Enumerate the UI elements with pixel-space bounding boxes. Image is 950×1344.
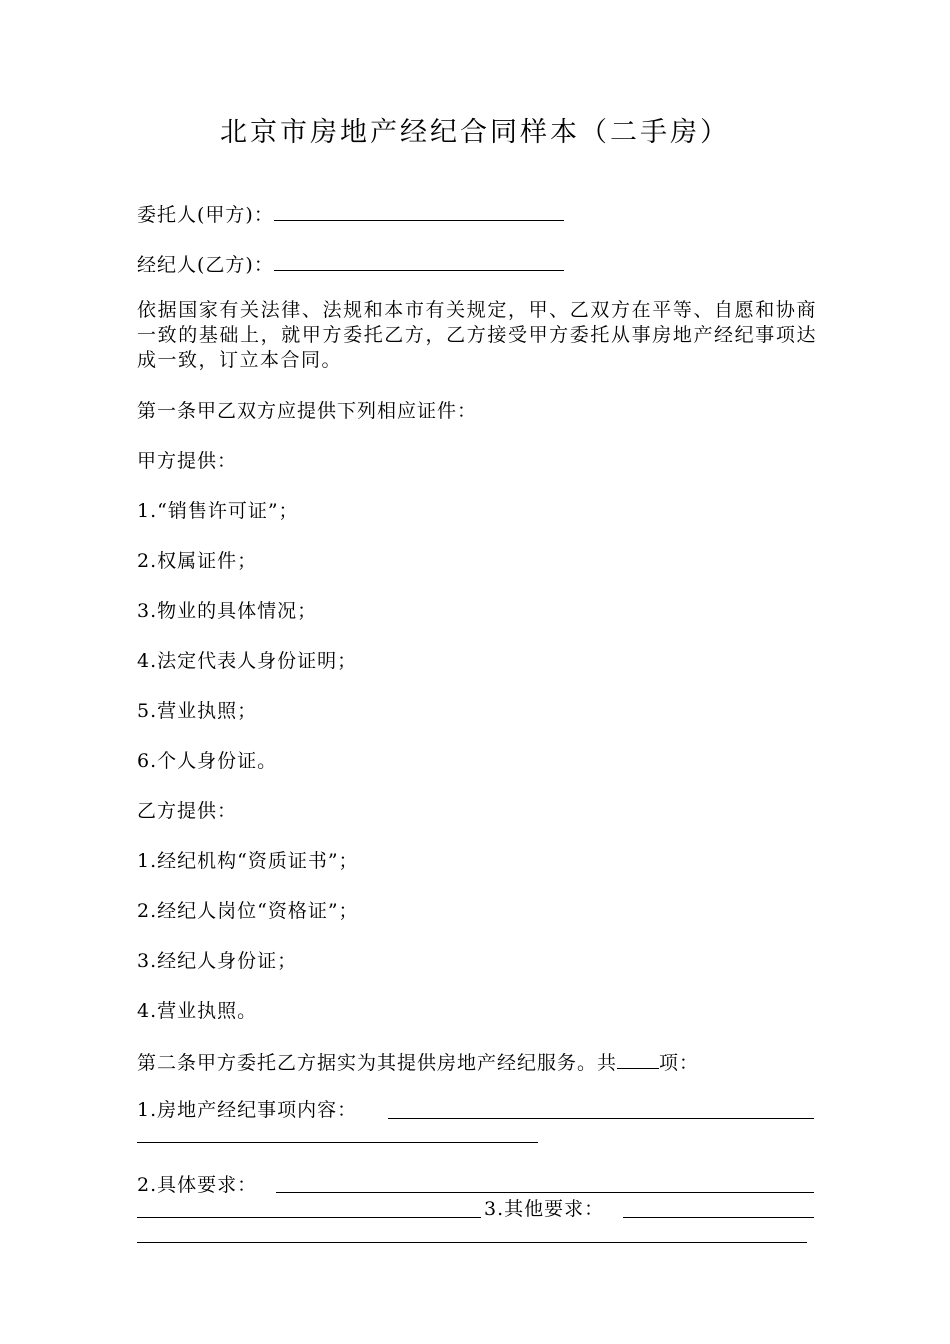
party-a-item: 4.法定代表人身份证明； <box>137 650 358 672</box>
preamble-paragraph: 依据国家有关法律、法规和本市有关规定，甲、乙双方在平等、自愿和协商一致的基础上，就甲方委托乙方，乙方接受甲方委托从事房地产经纪事项达成一致，订立本合同。 <box>137 299 817 371</box>
principal-line <box>137 200 564 228</box>
item3-blank[interactable] <box>623 1217 814 1218</box>
party-b-item: 3.经纪人身份证； <box>137 950 298 972</box>
item1-label: 1.房地产经纪事项内容： <box>137 1099 358 1121</box>
article2-heading-text: 第二条甲方委托乙方据实为其提供房地产经纪服务。共 <box>137 1052 618 1074</box>
article2-heading <box>137 1048 699 1076</box>
item2-blank[interactable] <box>276 1192 814 1193</box>
party-b-item: 2.经纪人岗位“资格证”； <box>137 900 359 922</box>
article1-heading: 第一条甲乙双方应提供下列相应证件： <box>137 400 478 422</box>
party-b-item: 4.营业执照。 <box>137 1000 258 1022</box>
party-a-item: 1.“销售许可证”； <box>137 500 299 522</box>
item1-blank-continued[interactable] <box>137 1142 538 1143</box>
agent-label: 经纪人(乙方)： <box>137 254 274 276</box>
party-a-item: 3.物业的具体情况； <box>137 600 318 622</box>
agent-line <box>137 250 564 278</box>
document-title: 北京市房地产经纪合同样本（二手房） <box>220 117 730 148</box>
item-count-blank[interactable] <box>617 1048 659 1069</box>
party-b-item: 1.经纪机构“资质证书”； <box>137 850 359 872</box>
item2-line <box>137 1173 257 1198</box>
party-a-label: 甲方提供： <box>137 450 238 472</box>
agent-blank[interactable] <box>274 250 564 271</box>
principal-blank[interactable] <box>274 200 564 221</box>
party-b-label: 乙方提供： <box>137 800 238 822</box>
item3-blank-continued[interactable] <box>137 1242 807 1243</box>
item1-blank[interactable] <box>388 1118 814 1119</box>
party-a-item: 6.个人身份证。 <box>137 750 278 772</box>
party-a-item: 2.权属证件； <box>137 550 258 572</box>
item3-label: 3.其他要求： <box>484 1198 605 1220</box>
item1-line <box>137 1098 357 1123</box>
article2-heading-suffix: 项： <box>659 1052 700 1074</box>
party-a-item: 5.营业执照； <box>137 700 258 722</box>
item2-blank-continued[interactable] <box>137 1217 481 1218</box>
item2-label: 2.具体要求： <box>137 1174 258 1196</box>
principal-label: 委托人(甲方)： <box>137 204 274 226</box>
